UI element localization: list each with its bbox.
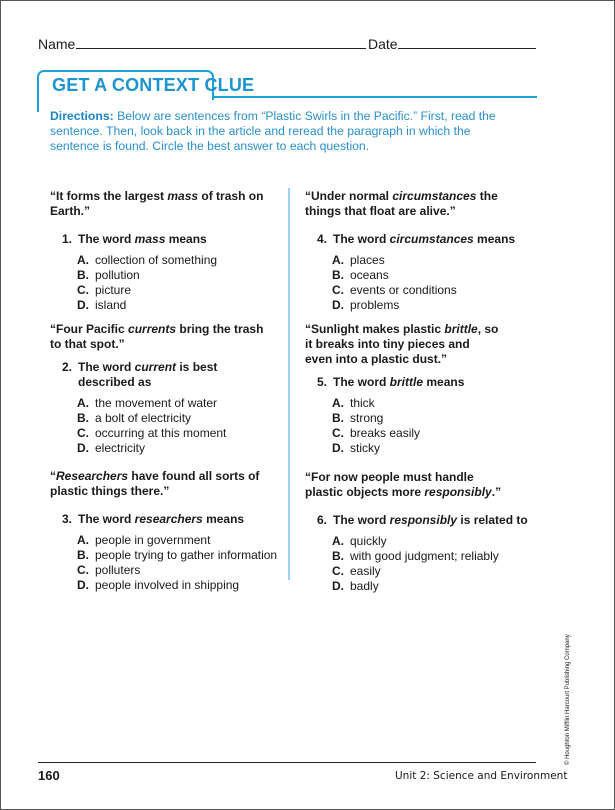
- name-label: Name: [38, 36, 76, 52]
- option-3c[interactable]: C. polluters: [77, 563, 141, 577]
- date-field[interactable]: [398, 48, 536, 49]
- question-number: 3.: [61, 512, 72, 526]
- question-5: [305, 375, 500, 390]
- page-title: GET A CONTEXT CLUE: [52, 75, 255, 95]
- quote-1: “It forms the largest mass of trash on Earth.”: [50, 189, 264, 218]
- option-6c[interactable]: C. easily: [332, 564, 381, 578]
- question-3: [50, 512, 277, 527]
- option-2a[interactable]: A. the movement of water: [77, 396, 218, 410]
- option-5c[interactable]: C. breaks easily: [332, 426, 421, 440]
- question-2: [50, 360, 275, 390]
- question-6: [305, 513, 528, 528]
- question-text: The word brittle means: [333, 375, 465, 389]
- question-text: The word mass means: [78, 232, 207, 246]
- option-6d[interactable]: D. badly: [332, 579, 379, 593]
- unit-label: Unit 2: Science and Environment: [395, 770, 568, 782]
- option-2c[interactable]: C. occurring at this moment: [77, 426, 227, 440]
- name-field[interactable]: [76, 48, 366, 49]
- option-5a[interactable]: A. thick: [332, 396, 375, 410]
- question-text: The word responsibly is related to: [333, 513, 528, 527]
- question-number: 4.: [316, 232, 327, 246]
- option-5b[interactable]: B. strong: [332, 411, 384, 425]
- footer-rule: [38, 762, 536, 763]
- page-number: 160: [38, 768, 60, 783]
- title-rule: [212, 96, 537, 98]
- column-divider: [288, 188, 290, 580]
- question-block-4: [305, 189, 530, 313]
- question-number: 6.: [316, 513, 327, 527]
- question-text: The word current is best described as: [78, 360, 218, 389]
- directions: [50, 109, 520, 154]
- question-number: 5.: [316, 375, 327, 389]
- option-2d[interactable]: D. electricity: [77, 441, 146, 455]
- question-block-5: [305, 322, 500, 456]
- copyright-notice: © Houghton Mifflin Harcourt Publishing Company: [565, 634, 571, 765]
- option-6b[interactable]: B. with good judgment; reliably: [332, 549, 499, 563]
- quote-2: “Four Pacific currents bring the trash to that spot.”: [50, 322, 264, 351]
- option-4d[interactable]: D. problems: [332, 298, 400, 312]
- quote-6: “For now people must handle plastic objects more responsibly.”: [305, 470, 502, 499]
- option-3b[interactable]: B. people trying to gather information: [77, 548, 278, 562]
- directions-label: Directions:: [50, 109, 114, 123]
- option-1a[interactable]: A. collection of something: [77, 253, 218, 267]
- option-2b[interactable]: B. a bolt of electricity: [77, 411, 192, 425]
- option-1d[interactable]: D. island: [77, 298, 127, 312]
- quote-3: “Researchers have found all sorts of plastic things there.”: [50, 469, 260, 498]
- option-1c[interactable]: C. picture: [77, 283, 132, 297]
- question-block-1: [50, 189, 275, 313]
- option-4a[interactable]: A. places: [332, 253, 385, 267]
- option-3d[interactable]: D. people involved in shipping: [77, 578, 240, 592]
- option-5d[interactable]: D. sticky: [332, 441, 380, 455]
- question-block-3: [50, 469, 277, 593]
- option-4c[interactable]: C. events or conditions: [332, 283, 457, 297]
- quote-5: “Sunlight makes plastic brittle, so it breaks into tiny pieces and even into a plastic dust.”: [305, 322, 499, 366]
- directions-text: Below are sentences from “Plastic Swirls in the Pacific.” First, read the sentence. Then, look back in the article and reread the paragraph in which the sentence is found. Circle the best answer to each question.: [50, 109, 496, 153]
- question-text: The word researchers means: [78, 512, 245, 526]
- option-1b[interactable]: B. pollution: [77, 268, 140, 282]
- quote-4: “Under normal circumstances the things that float are alive.”: [305, 189, 498, 218]
- option-3a[interactable]: A. people in government: [77, 533, 211, 547]
- question-number: 1.: [61, 232, 72, 246]
- question-block-2: [50, 322, 275, 456]
- option-4b[interactable]: B. oceans: [332, 268, 389, 282]
- question-1: [50, 232, 275, 247]
- question-number: 2.: [61, 360, 72, 374]
- question-text: The word circumstances means: [333, 232, 516, 246]
- question-block-6: [305, 470, 528, 594]
- question-4: [305, 232, 530, 247]
- option-6a[interactable]: A. quickly: [332, 534, 387, 548]
- title-left-rule: [37, 98, 39, 112]
- date-label: Date: [368, 36, 398, 52]
